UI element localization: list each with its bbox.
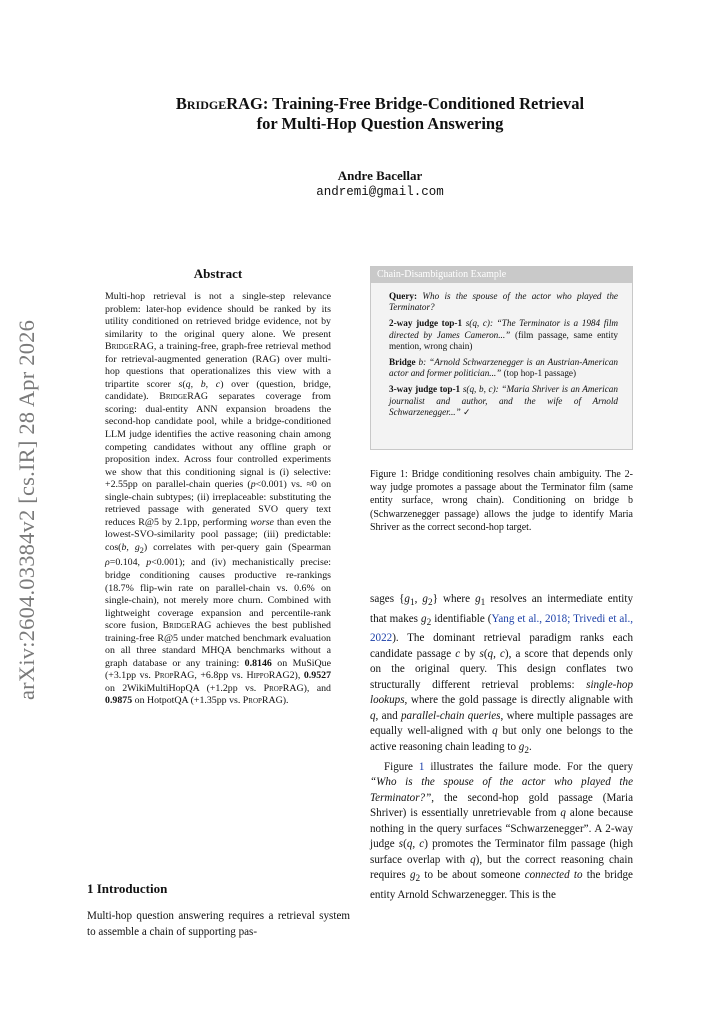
figure-caption: Figure 1: Bridge conditioning resolves chain ambiguity. The 2-way judge promotes a passage about the Terminator film (same entity surface, wrong chain). Conditioning on bridge b (Schwarzenegger passage) allows the judge to identify Maria Shriver as the correct second-hop target. [370,469,633,533]
two-way-label: 2-way judge top-1 [389,318,463,329]
author-email: andremi@gmail.com [316,185,444,199]
example-box-body [371,283,632,418]
example-box [370,266,633,450]
intro-paragraph-2: Figure 1 illustrates the failure mode. For the query “Who is the spouse of the actor who played the Terminator?”, the second-hop gold passage (Maria Shriver) is essentially unretrievable from q alone because nothing in the query surfaces “Schwarzenegger”. A 2-way judge s(q, c) promotes the Terminator film passage (high surface overlap with q), but the correct reasoning chain requires $g_2$ to be about someone connected to the bridge entity Arnold Schwarzenegger. This is the [370,760,633,901]
arxiv-stamp: arXiv:2604.03384v2 [cs.IR] 28 Apr 2026 [14,319,39,700]
bridge-var: b: [418,357,427,368]
title-system-name: BridgeRAG [175,94,263,113]
introduction-paragraph-start: Multi-hop question answering requires a retrieval system to assemble a chain of supporting pas- [87,910,350,938]
example-2way-top1 [389,318,618,352]
paper-title [100,94,660,134]
two-way-note: (film passage, same entity mention, wrong chain) [389,329,618,351]
bridge-label: Bridge [389,357,416,368]
example-3way-top1 [389,384,618,418]
three-way-label: 3-way judge top-1 [389,384,461,395]
title-line1-rest: : Training-Free Bridge-Conditioned Retrieval [262,94,585,113]
title-line2: for Multi-Hop Question Answering [256,114,504,133]
three-way-score: s(q, b, c): [462,384,499,395]
three-way-quote: “Maria Shriver is an American journalist and author, and the wife of Arnold Schwarzenegger...” [389,384,618,417]
example-query [389,291,618,313]
check-icon: ✓ [463,406,471,417]
two-way-quote: “The Terminator is a 1984 film directed by James Cameron...” [389,318,619,340]
abstract-heading: Abstract [193,266,243,281]
example-box-header: Chain-Disambiguation Example [371,267,632,283]
introduction-right-column [370,592,633,903]
citation-link[interactable]: Yang et al., 2018; Trivedi et al., 2022 [370,612,633,645]
two-way-score: s(q, c): [465,318,494,329]
intro-paragraph-1: sages {$g_1$, $g_2$} where $g_1$ resolves an intermediate entity that makes $g_2$ identifiable (Yang et al., 2018; Trivedi et al., 2022). The dominant retrieval paradigm ranks each candidate passage c by s(q, c), a score that depends only on the original query. This design conflates two structurally different retrieval problems: single-hop lookups, where the gold passage is directly alignable with q, and parallel-chain queries, where multiple passages are equally well-aligned with q but only one belongs to the active reasoning chain leading to $g_2$. [370,593,633,757]
query-label: Query: [389,291,418,301]
figure-ref-link[interactable]: 1 [418,760,425,773]
section-heading-introduction: 1 Introduction [87,881,168,896]
bridge-note: (top hop-1 passage) [503,368,577,379]
example-bridge [389,357,618,379]
abstract-body: Multi-hop retrieval is not a single-step relevance problem: later-hop evidence should be ranked by its utility conditioned on retrieved bridge evidence, not by similarity to the original query alone. We present BridgeRAG, a training-free, graph-free retrieval method for retrieval-augmented generation (RAG) over multi-hop questions that operationalizes this view with a tripartite scorer s(q, b, c) over (question, bridge, candidate). BridgeRAG separates coverage from scoring: dual-entity ANN expansion broadens the second-hop candidate pool, while a bridge-conditioned LLM judge identifies the active reasoning chain among competing candidates without any offline graph or proposition index. Across four controlled experiments we show that this conditioning signal is (i) selective: +2.55pp on parallel-chain queries (p<0.001) vs. ≈0 on single-chain subtypes; (ii) irreplaceable: substituting the retrieved passage with generated SVO query text reduces R@5 by 2.1pp, performing worse than even the lowest-SVO-similarity pool passage; (iii) predictable: cos(b, $g_2$) correlates with per-query gain (Spearman ρ=0.104, p<0.001); and (iv) mechanistically precise: bridge conditioning causes productive re-rankings (18.7% flip-win rate on parallel-chain vs. 0.6% on single-chain), not merely more churn. Combined with lightweight coverage expansion and percentile-rank score fusion, BridgeRAG achieves the best published training-free R@5 under matched benchmark evaluation on all three standard MHQA benchmarks without a graph database or any training: 0.8146 on MuSiQue (+3.1pp vs. PropRAG, +6.8pp vs. HippoRAG2), 0.9527 on 2WikiMultiHopQA (+1.2pp vs. PropRAG), and 0.9875 on HotpotQA (+1.35pp vs. PropRAG). [105,291,332,707]
query-text: Who is the spouse of the actor who played the Terminator? [389,291,619,313]
bridge-quote: “Arnold Schwarzenegger is an Austrian-American actor and former politician...” [389,357,619,379]
author-name: Andre Bacellar [337,168,423,183]
